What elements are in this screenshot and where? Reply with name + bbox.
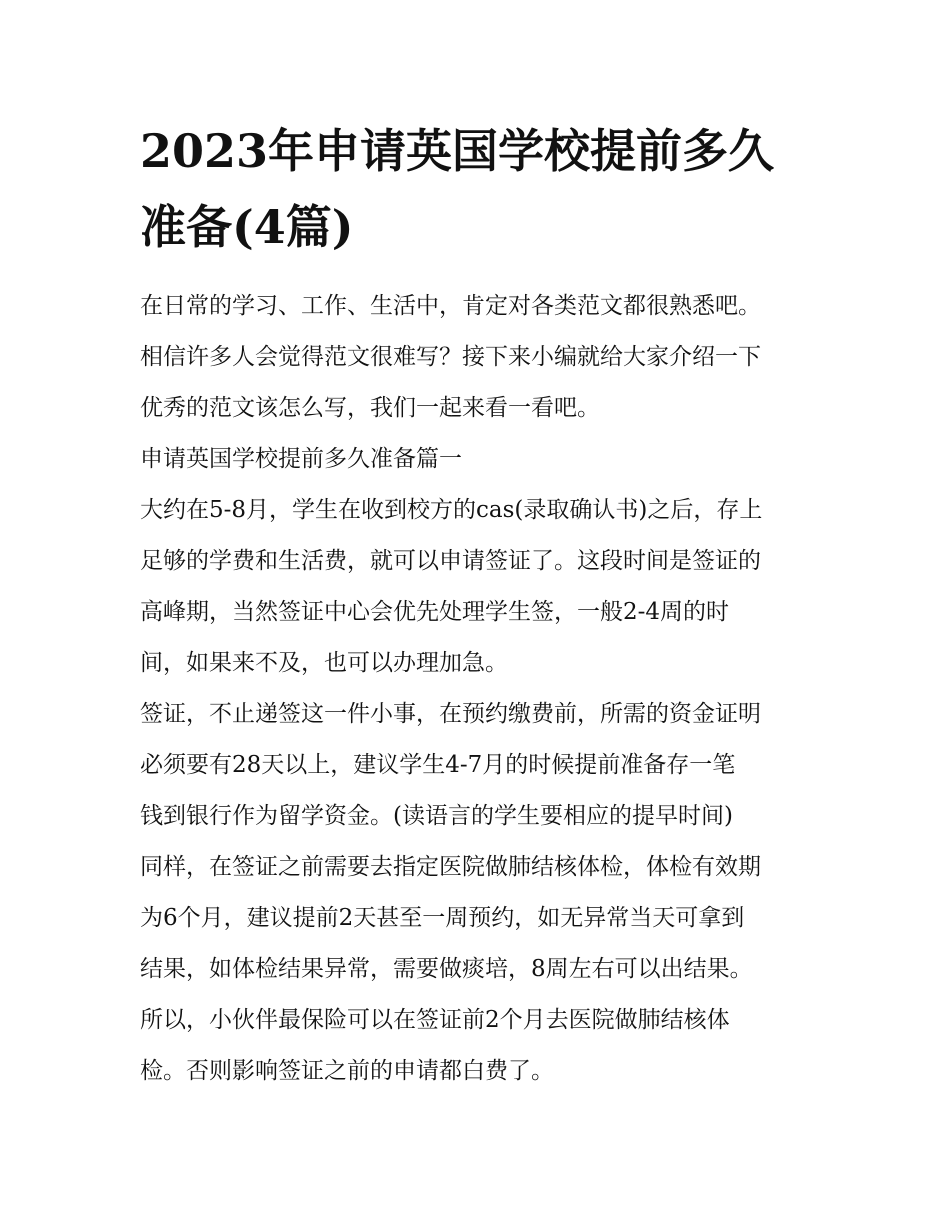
intro-paragraph: [140, 281, 820, 434]
text-line: 足够的学费和生活费，就可以申请签证了。这段时间是签证的: [140, 548, 761, 574]
text-line: 所以，小伙伴最保险可以在签证前2个月去医院做肺结核体: [140, 1007, 730, 1033]
body-paragraph: [140, 689, 820, 842]
text-line: 为6个月，建议提前2天甚至一周预约，如无异常当天可拿到: [140, 905, 745, 931]
text-line: 相信许多人会觉得范文很难写？接下来小编就给大家介绍一下: [140, 344, 761, 370]
body-paragraph: [140, 842, 820, 995]
text-line: 在日常的学习、工作、生活中，肯定对各类范文都很熟悉吧。: [140, 293, 761, 319]
text-line: 必须要有28天以上，建议学生4-7月的时候提前准备存一笔: [140, 752, 736, 778]
text-line: 结果，如体检结果异常，需要做痰培，8周左右可以出结果。: [140, 956, 753, 982]
text-line: 签证，不止递签这一件小事，在预约缴费前，所需的资金证明: [140, 701, 761, 727]
text-line: 大约在5-8月，学生在收到校方的cas(录取确认书)之后，存上: [140, 497, 763, 523]
title-line: 准备(4篇): [140, 200, 354, 254]
text-line: 间，如果来不及，也可以办理加急。: [140, 650, 508, 676]
document-title: [140, 113, 820, 265]
text-line: 同样，在签证之前需要去指定医院做肺结核体检，体检有效期: [140, 854, 761, 880]
text-line: 申请英国学校提前多久准备篇一: [140, 446, 462, 472]
body-paragraph: [140, 995, 820, 1097]
document-content: [140, 113, 820, 1097]
text-line: 检。否则影响签证之前的申请都白费了。: [140, 1058, 554, 1084]
body-paragraph: [140, 485, 820, 689]
document-body: [140, 281, 820, 1097]
text-line: 优秀的范文该怎么写，我们一起来看一看吧。: [140, 395, 600, 421]
section-heading: [140, 434, 820, 485]
text-line: 高峰期，当然签证中心会优先处理学生签，一般2-4周的时: [140, 599, 730, 625]
text-line: 钱到银行作为留学资金。(读语言的学生要相应的提早时间): [140, 803, 733, 829]
title-line: 2023年申请英国学校提前多久: [140, 124, 775, 178]
